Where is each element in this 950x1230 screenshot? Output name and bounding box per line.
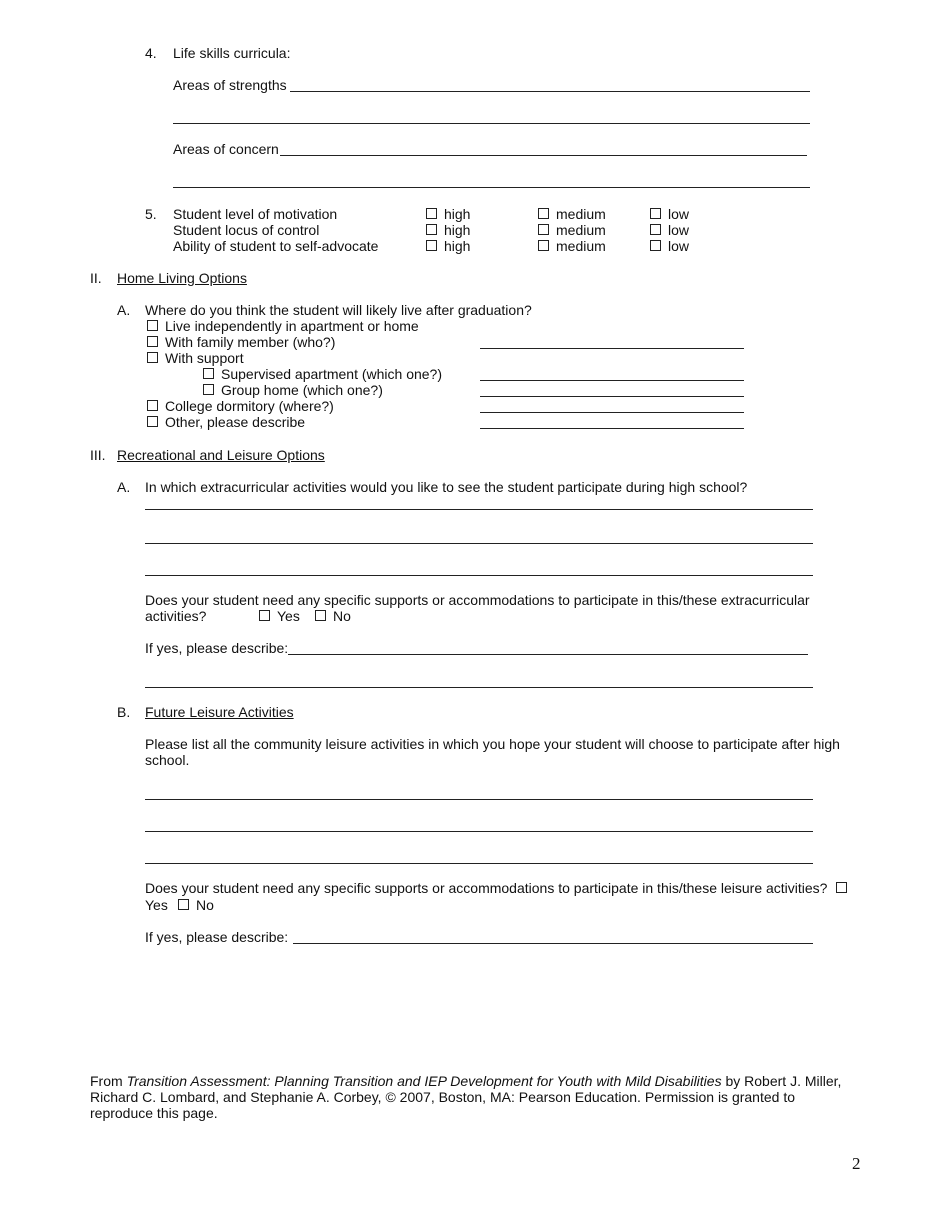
supervised-apartment-checkbox[interactable] — [203, 368, 214, 379]
locus-high-checkbox[interactable] — [426, 224, 437, 235]
with-support-label: With support — [165, 350, 244, 366]
live-independently-label: Live independently in apartment or home — [165, 318, 419, 334]
other-label: Other, please describe — [165, 414, 306, 430]
leisure-prompt: Please list all the community leisure activities in which you hope your student will choose to participate after high — [145, 736, 840, 752]
self-advocate-medium-label: medium — [556, 238, 606, 254]
locus-low-label: low — [668, 222, 690, 238]
locus-low-checkbox[interactable] — [650, 224, 661, 235]
motivation-medium-label: medium — [556, 206, 606, 222]
leisure-yes-checkbox[interactable] — [836, 882, 847, 893]
college-dormitory-line[interactable] — [480, 412, 744, 413]
family-member-label: With family member (who?) — [165, 334, 336, 350]
extracurricular-describe-label: If yes, please describe: — [145, 640, 289, 656]
motivation-medium-checkbox[interactable] — [538, 208, 549, 219]
self-advocate-label: Ability of student to self-advocate — [173, 238, 379, 254]
section-iii-title: Recreational and Leisure Options — [117, 447, 325, 463]
leisure-prompt-cont: school. — [145, 752, 190, 768]
self-advocate-low-label: low — [668, 238, 690, 254]
leisure-describe-label: If yes, please describe: — [145, 929, 289, 945]
citation-footer — [90, 1073, 860, 1121]
leisure-no-checkbox[interactable] — [178, 899, 189, 910]
self-advocate-medium-checkbox[interactable] — [538, 240, 549, 251]
strengths-line-2[interactable] — [173, 123, 810, 124]
strengths-line-1[interactable] — [290, 91, 810, 92]
leisure-describe-line[interactable] — [293, 943, 813, 944]
self-advocate-high-checkbox[interactable] — [426, 240, 437, 251]
motivation-label: Student level of motivation — [173, 206, 338, 222]
family-member-checkbox[interactable] — [147, 336, 158, 347]
section-iii-b-letter: B. — [117, 704, 131, 720]
supervised-apartment-label: Supervised apartment (which one?) — [221, 366, 443, 382]
motivation-high-checkbox[interactable] — [426, 208, 437, 219]
other-line[interactable] — [480, 428, 744, 429]
extracurricular-yes-label: Yes — [277, 608, 300, 624]
leisure-yes-label: Yes — [145, 897, 168, 913]
section-iii-a-letter: A. — [117, 479, 131, 495]
extracurricular-line-2[interactable] — [145, 543, 813, 544]
item-4-number: 4. — [145, 45, 157, 61]
concern-line-1[interactable] — [280, 155, 807, 156]
strengths-label: Areas of strengths — [173, 77, 287, 93]
extracurricular-yes-checkbox[interactable] — [259, 610, 270, 621]
citation-rest: by Robert J. Miller, Richard C. Lombard, and Stephanie A. Corbey, © 2007, Boston, MA: Pearson Education. Permission is granted to reproduce this page. — [90, 1073, 842, 1121]
locus-medium-checkbox[interactable] — [538, 224, 549, 235]
live-independently-checkbox[interactable] — [147, 320, 158, 331]
group-home-label: Group home (which one?) — [221, 382, 383, 398]
locus-label: Student locus of control — [173, 222, 320, 238]
extracurricular-no-checkbox[interactable] — [315, 610, 326, 621]
college-dormitory-label: College dormitory (where?) — [165, 398, 334, 414]
concern-line-2[interactable] — [173, 187, 810, 188]
self-advocate-low-checkbox[interactable] — [650, 240, 661, 251]
supervised-apartment-line[interactable] — [480, 380, 744, 381]
section-ii-a-letter: A. — [117, 302, 131, 318]
leisure-line-2[interactable] — [145, 831, 813, 832]
section-ii-number: II. — [90, 270, 102, 286]
locus-medium-label: medium — [556, 222, 606, 238]
locus-high-label: high — [444, 222, 471, 238]
section-iii-b-title: Future Leisure Activities — [145, 704, 294, 720]
extracurricular-describe-line-2[interactable] — [145, 687, 813, 688]
citation-book-title: Transition Assessment: Planning Transition and IEP Development for Youth with Mild Disabilities — [126, 1073, 722, 1089]
page-number: 2 — [852, 1154, 861, 1173]
leisure-line-1[interactable] — [145, 799, 813, 800]
motivation-low-checkbox[interactable] — [650, 208, 661, 219]
item-5-number: 5. — [145, 206, 157, 222]
extracurricular-no-label: No — [333, 608, 351, 624]
leisure-support-question: Does your student need any specific supports or accommodations to participate in this/these leisure activities? — [145, 880, 828, 896]
self-advocate-high-label: high — [444, 238, 471, 254]
extracurricular-describe-line-1[interactable] — [288, 654, 808, 655]
section-iii-a-question: In which extracurricular activities would you like to see the student participate during high school? — [145, 479, 748, 495]
with-support-checkbox[interactable] — [147, 352, 158, 363]
item-4-title: Life skills curricula: — [173, 45, 291, 61]
motivation-high-label: high — [444, 206, 471, 222]
leisure-no-label: No — [196, 897, 214, 913]
group-home-line[interactable] — [480, 396, 744, 397]
extracurricular-support-question: Does your student need any specific supports or accommodations to participate in this/these extracurricular — [145, 592, 810, 608]
section-ii-a-question: Where do you think the student will likely live after graduation? — [145, 302, 532, 318]
group-home-checkbox[interactable] — [203, 384, 214, 395]
other-checkbox[interactable] — [147, 416, 158, 427]
motivation-low-label: low — [668, 206, 690, 222]
concern-label: Areas of concern — [173, 141, 279, 157]
citation-from: From — [90, 1073, 127, 1089]
section-ii-title: Home Living Options — [117, 270, 247, 286]
family-member-line[interactable] — [480, 348, 744, 349]
extracurricular-line-3[interactable] — [145, 575, 813, 576]
extracurricular-support-question-cont: activities? — [145, 608, 207, 624]
section-iii-number: III. — [90, 447, 106, 463]
college-dormitory-checkbox[interactable] — [147, 400, 158, 411]
leisure-line-3[interactable] — [145, 863, 813, 864]
extracurricular-line-1[interactable] — [145, 509, 813, 510]
